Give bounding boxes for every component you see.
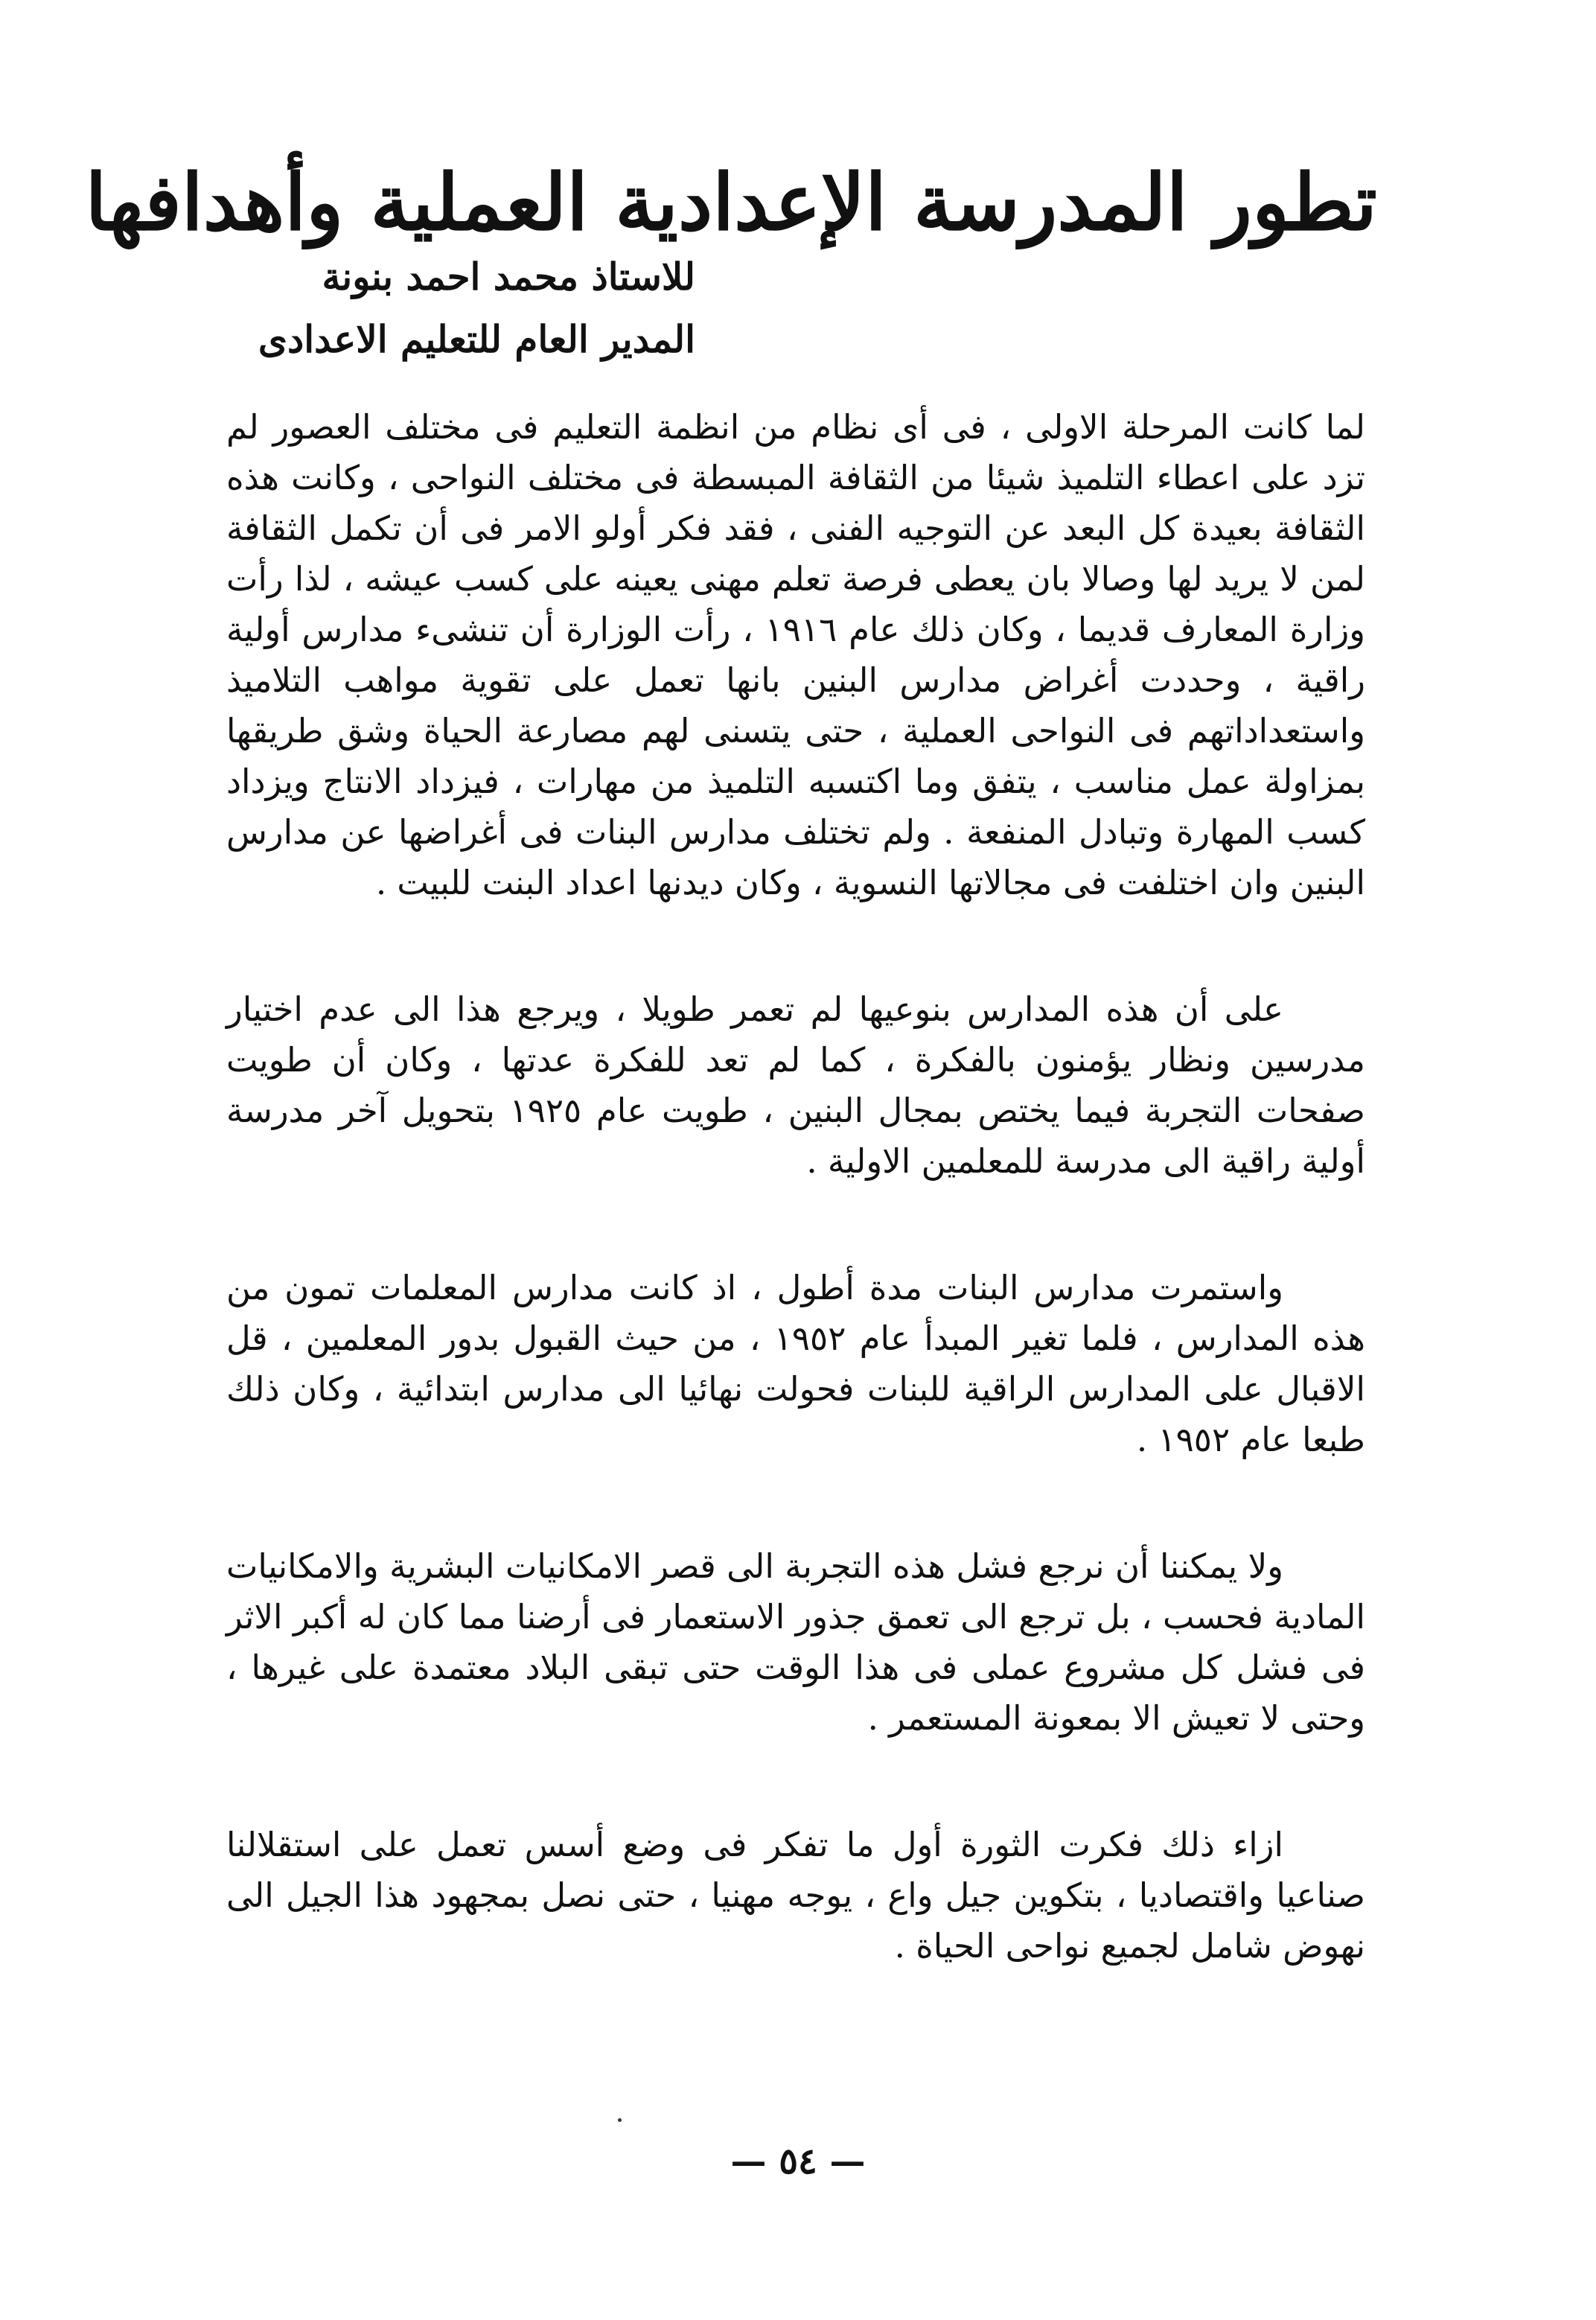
paragraph-5: ازاء ذلك فكرت الثورة أول ما تفكر فى وضع أسس تعمل على استقلالنا صناعيا واقتصاديا ، بتكوين جيل واع ، يوجه مهنيا ، حتى نصل بمجهود هذا الجيل الى نهوض شامل لجميع نواحى الحياة . — [226, 1825, 1365, 1966]
paragraph-3: واستمرت مدارس البنات مدة أطول ، اذ كانت مدارس المعلمات تمون من هذه المدارس ، فلما تغير المبدأ عام ١٩٥٢ ، من حيث القبول بدور المعلمين ، قل الاقبال على المدارس الراقية للبنات فحولت نهائيا الى مدارس ابتدائية ، وكان ذلك طبعا عام ١٩٥٢ . — [226, 1268, 1365, 1459]
paragraph-1: لما كانت المرحلة الاولى ، فى أى نظام من انظمة التعليم فى مختلف العصور لم تزد على اعطاء التلميذ شيئا من الثقافة المبسطة فى مختلف النواحى ، وكانت هذه الثقافة بعيدة كل البعد عن التوجيه الفنى ، فقد فكر أولو الامر فى أن تكمل الثقافة لمن لا يريد لها وصالا بان يعطى فرصة تعلم مهنى يعينه على كسب عيشه ، لذا رأت وزارة المعارف قديما ، وكان ذلك عام ١٩١٦ ، رأت الوزارة أن تنشىء مدارس أولية راقية ، وحددت أغراض مدارس البنين بانها تعمل على تقوية مواهب التلاميذ واستعداداتهم فى النواحى العملية ، حتى يتسنى لهم مصارعة الحياة وشق طريقها بمزاولة عمل مناسب ، يتفق وما اكتسبه التلميذ من مهارات ، فيزداد الانتاج ويزداد كسب المهارة وتبادل المنفعة . ولم تختلف مدارس البنات فى أغراضها عن مدارس البنين وان اختلفت فى مجالاتها النسوية ، وكان ديدنها اعداد البنت للبيت . — [226, 407, 1365, 902]
paragraph-4: ولا يمكننا أن نرجع فشل هذه التجربة الى قصر الامكانيات البشرية والامكانيات المادية فحسب ، بل ترجع الى تعمق جذور الاستعمار فى أرضنا مما كان له أكبر الاثر فى فشل كل مشروع عملى فى هذا الوقت حتى تبقى البلاد معتمدة على غيرها ، وحتى لا تعيش الا بمعونة المستعمر . — [226, 1546, 1365, 1738]
author-name: للاستاذ محمد احمد بنونة — [322, 255, 695, 299]
scan-speck — [618, 2118, 622, 2122]
article-body — [226, 402, 1365, 2047]
author-byline — [249, 246, 695, 371]
paragraph-2: على أن هذه المدارس بنوعيها لم تعمر طويلا ، ويرجع هذا الى عدم اختيار مدرسين ونظار يؤمنون بالفكرة ، كما لم تعد للفكرة عدتها ، وكان أن طويت صفحات التجربة فيما يختص بمجال البنين ، طويت عام ١٩٢٥ بتحويل آخر مدرسة أولية راقية الى مدرسة للمعلمين الاولية . — [226, 989, 1365, 1181]
author-position: المدير العام للتعليم الاعدادى — [258, 317, 695, 361]
page-number: — ٥٤ — — [730, 2141, 866, 2182]
article-title: تطور المدرسة الإعدادية العملية وأهدافها — [85, 156, 1377, 248]
